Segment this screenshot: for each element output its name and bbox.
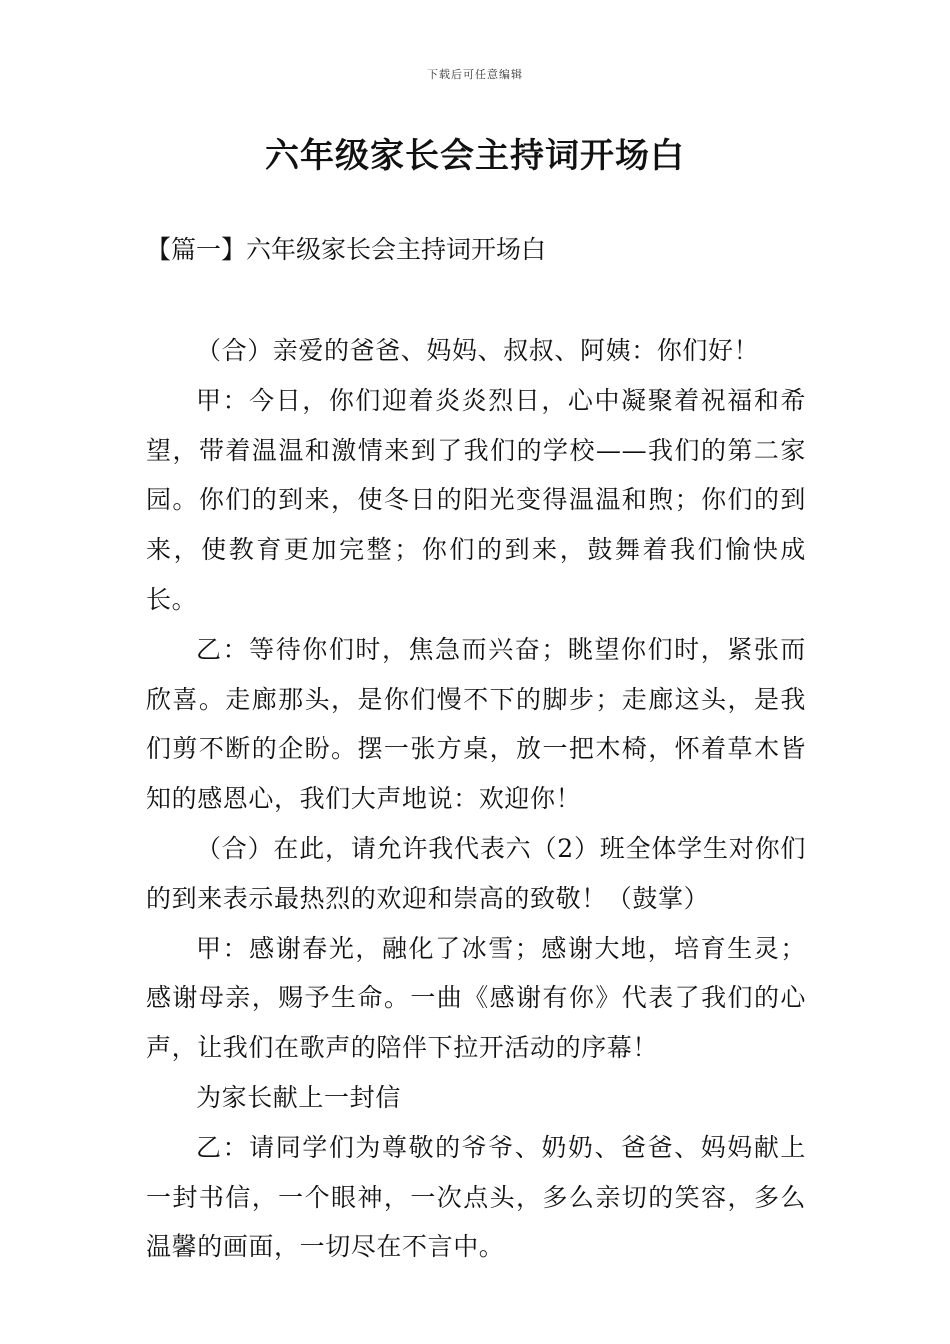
paragraph-letter-heading: 为家长献上一封信	[196, 1082, 401, 1112]
paragraph-jia-welcome: 甲：今日，你们迎着炎炎烈日，心中凝聚着祝福和希望，带着温温和激情来到了我们的学校——我们的第二家园。你们的到来，使冬日的阳光变得温温和煦；你们的到来，使教育更加完整；你们的到来，鼓舞着我们愉快成长。	[146, 385, 806, 614]
paragraph-jia-thanks: 甲：感谢春光，融化了冰雪；感谢大地，培育生灵；感谢母亲，赐予生命。一曲《感谢有你》代表了我们的心声，让我们在歌声的陪伴下拉开活动的序幕！	[146, 933, 806, 1063]
document-title: 六年级家长会主持词开场白	[265, 136, 685, 176]
document-body	[146, 326, 806, 1272]
paragraph-yi-welcome: 乙：等待你们时，焦急而兴奋；眺望你们时，紧张而欣喜。走廊那头，是你们慢不下的脚步；走廊这头，是我们剪不断的企盼。摆一张方桌，放一把木椅，怀着草木皆知的感恩心，我们大声地说：欢迎你！	[146, 634, 806, 814]
paragraph-greeting: （合）亲爱的爸爸、妈妈、叔叔、阿姨：你们好！	[196, 336, 760, 365]
paragraph-together-welcome: （合）在此，请允许我代表六（2）班全体学生对你们的到来表示最热烈的欢迎和崇高的致敬！（鼓掌）	[146, 833, 806, 913]
header-note: 下载后可任意编辑	[427, 68, 523, 81]
paragraph-yi-letter: 乙：请同学们为尊敬的爷爷、奶奶、爸爸、妈妈献上一封书信，一个眼神，一次点头，多么亲切的笑容，多么温馨的画面，一切尽在不言中。	[146, 1132, 806, 1262]
section-heading: 【篇一】六年级家长会主持词开场白	[146, 235, 547, 264]
